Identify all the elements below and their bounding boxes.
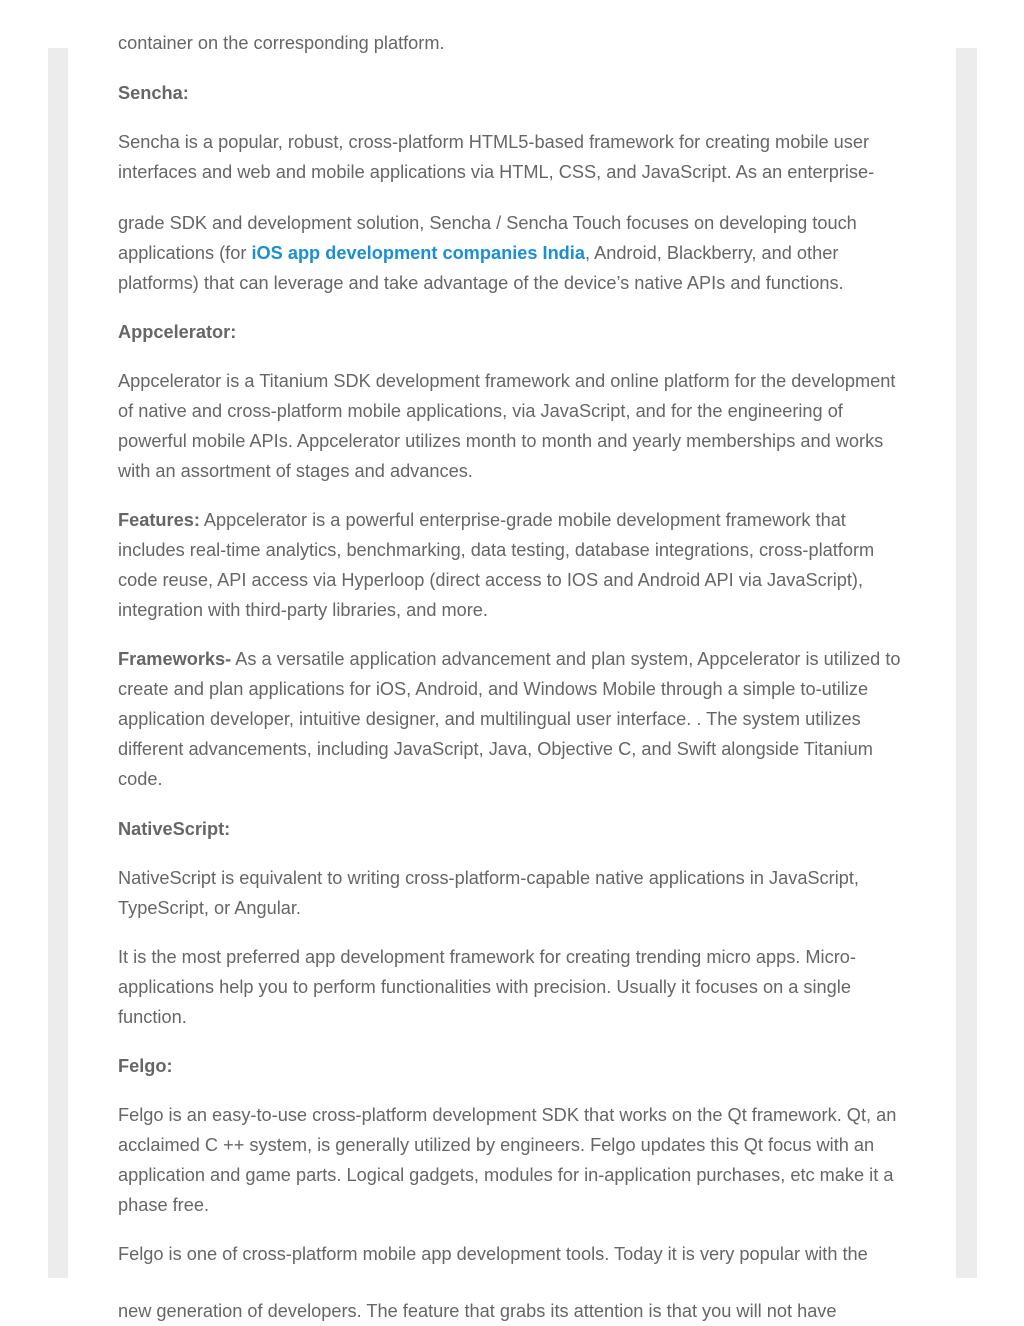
paragraph-felgo-2: Felgo is one of cross-platform mobile app development tools. Today it is very popular with the	[118, 1244, 868, 1264]
ios-app-development-link[interactable]: iOS app development companies India	[251, 243, 585, 263]
paragraph-appcelerator-features	[118, 505, 908, 625]
cut-off-line-top: container on the corresponding platform.	[118, 33, 445, 53]
features-text: Appcelerator is a powerful enterprise-grade mobile development framework that includes real-time analytics, benchmarking, data testing, database integrations, cross-platform code reuse, API access via Hyperloop (direct access to IOS and Android API via JavaScript), integration with third-party libraries, and more.	[118, 510, 875, 620]
paragraph-sencha-2-end: , Android, Blackberry, and other platforms) that can leverage and take advantage of the device’s native APIs and functions.	[118, 243, 844, 293]
frameworks-text: As a versatile application advancement and plan system, Appcelerator is utilized to create and plan applications for iOS, Android, and Windows Mobile through a simple to-utilize application developer, intuitive designer, and multilingual user interface. . The system utilizes different advancements, including JavaScript, Java, Objective C, and Swift alongside Titanium code.	[118, 649, 901, 789]
heading-sencha: Sencha:	[118, 83, 189, 103]
heading-felgo: Felgo:	[118, 1056, 173, 1076]
paragraph-felgo-1: Felgo is an easy-to-use cross-platform development SDK that works on the Qt framework. Qt, an acclaimed C ++ system, is generally utilized by engineers. Felgo updates this Qt focus with an application and game parts. Logical gadgets, modules for in-application purchases, etc make it a phase free.	[118, 1105, 897, 1215]
paragraph-sencha-2-start: grade SDK and development solution, Sencha / Sencha Touch focuses on developing touch applications (for	[118, 213, 857, 263]
page-frame	[48, 33, 977, 1321]
frameworks-label: Frameworks-	[118, 649, 232, 669]
cut-off-line-bottom: new generation of developers. The feature that grabs its attention is that you will not have	[118, 1301, 837, 1321]
heading-appcelerator: Appcelerator:	[118, 322, 237, 342]
paragraph-appcelerator-frameworks	[118, 644, 908, 794]
article-body	[68, 33, 956, 1321]
heading-nativescript: NativeScript:	[118, 819, 231, 839]
features-label: Features:	[118, 510, 200, 530]
paragraph-sencha-1: Sencha is a popular, robust, cross-platform HTML5-based framework for creating mobile user interfaces and web and mobile applications via HTML, CSS, and JavaScript. As an enterprise-	[118, 132, 875, 182]
paragraph-appcelerator-1: Appcelerator is a Titanium SDK development framework and online platform for the development of native and cross-platform mobile applications, via JavaScript, and for the engineering of powerful mobile APIs. Appcelerator utilizes month to month and yearly memberships and works with an assortment of stages and advances.	[118, 371, 896, 481]
paragraph-nativescript-2: It is the most preferred app development framework for creating trending micro apps. Micro-applications help you to perform functionalities with precision. Usually it focuses on a single function.	[118, 947, 856, 1027]
paragraph-nativescript-1: NativeScript is equivalent to writing cross-platform-capable native applications in JavaScript, TypeScript, or Angular.	[118, 868, 859, 918]
paragraph-sencha-2	[118, 208, 908, 298]
